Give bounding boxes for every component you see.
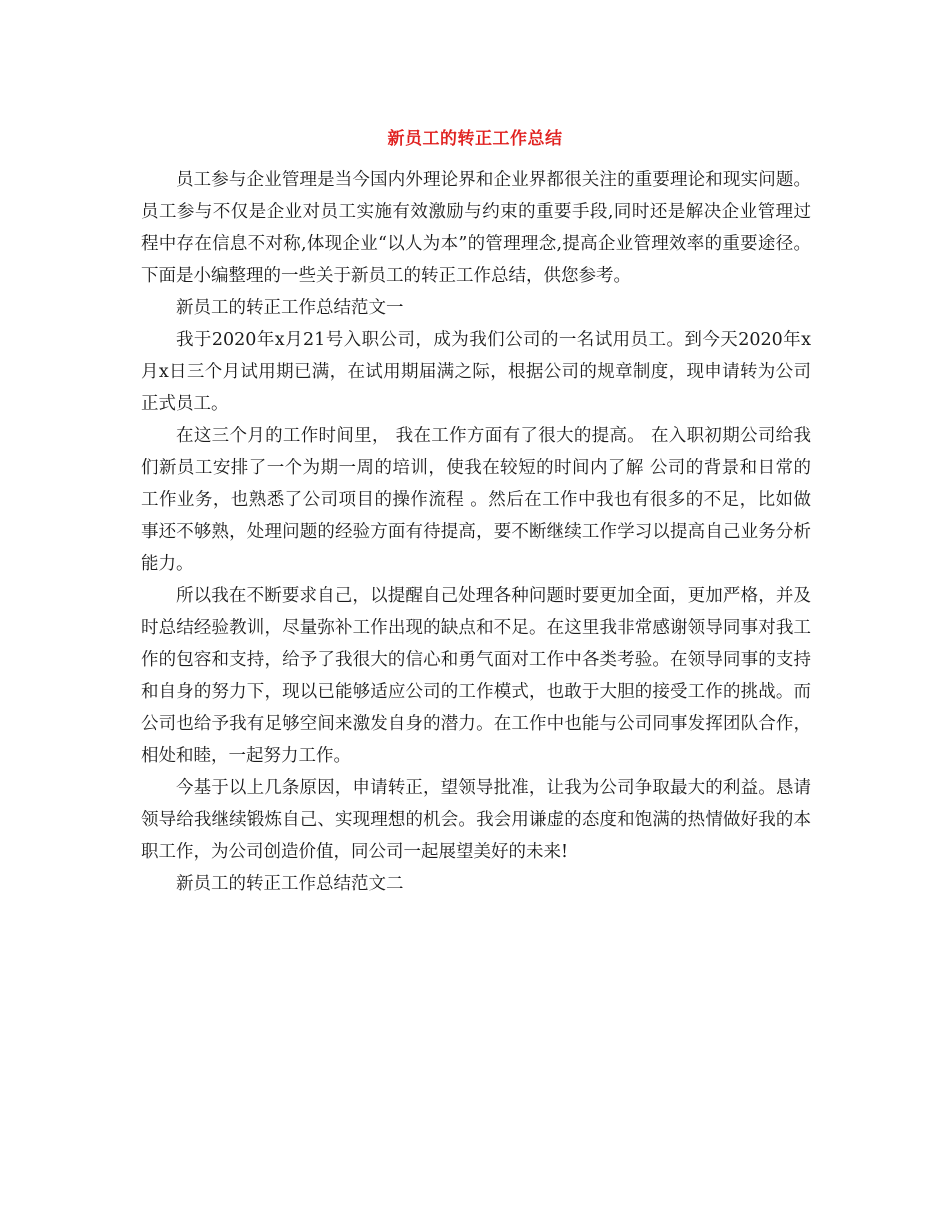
paragraph-self-requirements: 所以我在不断要求自己，以提醒自己处理各种问题时要更加全面，更加严格，并及时总结经验教训，尽量弥补工作出现的缺点和不足。在这里我非常感谢领导同事对我工作的包容和支持，给予了我很大的信心和勇气面对工作中各类考验。在领导同事的支持和自身的努力下，现以已能够适应公司的工作模式，也敢于大胆的接受工作的挑战。而公司也给予我有足够空间来激发自身的潜力。在工作中也能与公司同事发挥团队合作，相处和睦，一起努力工作。	[141, 586, 811, 766]
paragraph-intro: 员工参与企业管理是当今国内外理论界和企业界都很关注的重要理论和现实问题。员工参与不仅是企业对员工实施有效激励与约束的重要手段,同时还是解决企业管理过程中存在信息不对称,体现企业“以人为本”的管理理念,提高企业管理效率的重要途径。下面是小编整理的一些关于新员工的转正工作总结，供您参考。	[141, 170, 811, 286]
paragraph-progress: 在这三个月的工作时间里， 我在工作方面有了很大的提高。 在入职初期公司给我们新员工安排了一个为期一周的培训，使我在较短的时间内了解 公司的背景和日常的工作业务，也熟悉了公司项目的操作流程 。然后在工作中我也有很多的不足，比如做事还不够熟，处理问题的经验方面有待提高，要不断继续工作学习以提高自己业务分析能力。	[141, 426, 811, 574]
section-heading-sample-one: 新员工的转正工作总结范文一	[176, 298, 404, 318]
section-heading-sample-two: 新员工的转正工作总结范文二	[176, 874, 404, 894]
document-body	[141, 164, 811, 900]
document-title: 新员工的转正工作总结	[387, 129, 563, 149]
paragraph-entry: 我于2020年x月21号入职公司，成为我们公司的一名试用员工。到今天2020年x月x日三个月试用期已满，在试用期届满之际，根据公司的规章制度，现申请转为公司正式员工。	[141, 330, 811, 414]
paragraph-request: 今基于以上几条原因，申请转正，望领导批准，让我为公司争取最大的利益。恳请领导给我继续锻炼自己、实现理想的机会。我会用谦虚的态度和饱满的热情做好我的本职工作，为公司创造价值，同公司一起展望美好的未来!	[141, 778, 811, 862]
